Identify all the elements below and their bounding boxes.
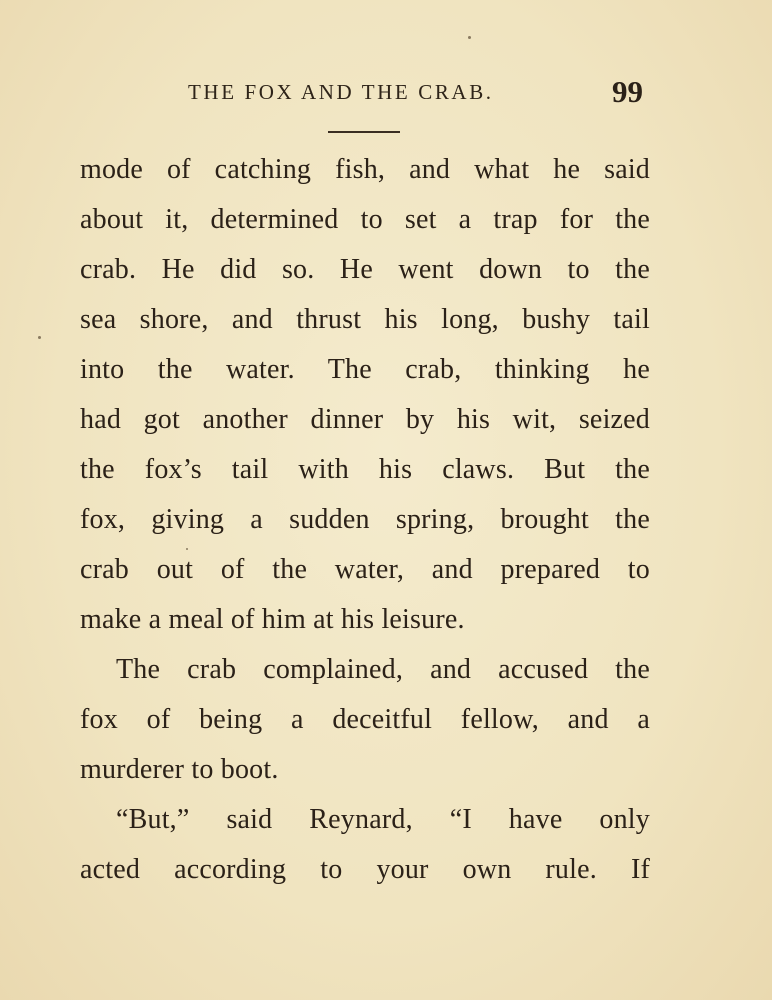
text-line: mode of catching fish, and what he said	[80, 154, 650, 185]
text-line: “But,” said Reynard, “I have only	[116, 804, 650, 835]
text-line: had got another dinner by his wit, seized	[80, 404, 650, 435]
text-line: The crab complained, and accused the	[116, 654, 650, 685]
text-line: fox of being a deceitful fellow, and a	[80, 704, 650, 735]
text-line: about it, determined to set a trap for the	[80, 204, 650, 235]
text-line: sea shore, and thrust his long, bushy tail	[80, 304, 650, 335]
text-line: fox, giving a sudden spring, brought the	[80, 504, 650, 535]
text-line: into the water. The crab, thinking he	[80, 354, 650, 385]
header-rule	[328, 131, 400, 133]
paper-speck	[468, 36, 471, 39]
text-line: crab. He did so. He went down to the	[80, 254, 650, 285]
paper-speck	[38, 336, 41, 339]
text-line: murderer to boot.	[80, 754, 279, 785]
text-line: crab out of the water, and prepared to	[80, 554, 650, 585]
page-number: 99	[612, 74, 643, 109]
text-line: the fox’s tail with his claws. But the	[80, 454, 650, 485]
paper-speck	[186, 548, 188, 550]
running-title: THE FOX AND THE CRAB.	[188, 80, 494, 104]
text-line: make a meal of him at his leisure.	[80, 604, 465, 635]
text-line: acted according to your own rule. If	[80, 854, 650, 885]
